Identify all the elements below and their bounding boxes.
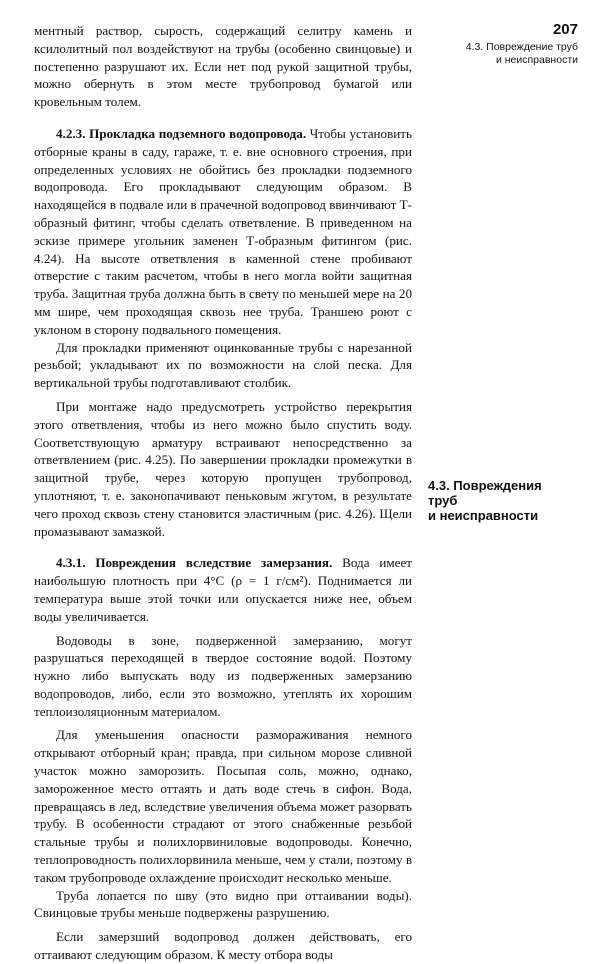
margin-heading-line: и неисправности (428, 508, 539, 523)
section-heading: 4.2.3. Прокладка подземного водопровода. (56, 125, 307, 141)
running-head (428, 41, 578, 67)
page-number: 207 (552, 21, 578, 38)
running-head-line: и неисправности (495, 54, 578, 66)
paragraph: Для прокладки применяют оцинкованные трубы с нарезанной резьбой; укладывают их по возможности на слой песка. Для вертикальной трубы подготавливают столбик. (34, 339, 412, 391)
paragraph-text: Вода имеет наибольшую плотность при 4°C (ρ = 1 г/см²). Поднимается ли температура выше этой точки или опускается ниже нее, объем воды увеличивается. (34, 555, 412, 624)
paragraph: Водоводы в зоне, подверженной замерзанию, могут разрушаться переходящей в твердое состояние водой. Поэтому нужно либо выпускать воду из подверженных замерзанию водопроводов, либо, если это возможно, утеплять их хорошим теплоизоляционным материалом. (34, 632, 412, 719)
paragraph: Для уменьшения опасности размораживания немного открывают отборный кран; правда, при сильном морозе сливной участок можно заморозить. Посыпая соль, можно, однако, замороженное место оттаять и дать воде стечь в сифон. Вода, превращаясь в лед, вследствие увеличения объема может разорвать трубу. В особенности страдают от этого снабженные резьбой стальные трубы и полихлорвиниловые водопроводы. Конечно, теплопроводность полихлорвинила меньше, чем у стали, поэтому в таком трубопроводе охлаждение происходит несколько меньше. (34, 727, 412, 885)
section-paragraph (34, 125, 412, 339)
margin-heading (428, 478, 578, 523)
running-head-line: 4.3. Повреждение труб (465, 41, 578, 53)
section-paragraph (34, 554, 412, 625)
main-text-column (34, 22, 412, 964)
margin-heading-line: труб (428, 493, 458, 508)
section-heading: 4.3.1. Повреждения вследствие замерзания. (56, 555, 333, 571)
paragraph-text: Чтобы установить отборные краны в саду, гараже, т. е. вне основного строения, при определенных условиях не обойтись без прокладки подземного водопровода. Его прокладывают следующим образом. В находящейся в подвале или в прачечной водопровод ввинчивают Т-образный фитинг, чтобы сделать ответвление. В приведенном на эскизе примере угольник заменен Т-образным фитингом (рис. 4.24). На высоте ответвления в каменной стене пробивают отверстие с таким расчетом, чтобы в него могла войти защитная труба. Защитная труба должна быть в свету по меньшей мере на 20 мм шире, чем проходящая сквозь нее труба. Траншею роют с уклоном в сторону подвального помещения. (34, 125, 412, 337)
paragraph: ментный раствор, сырость, содержащий селитру камень и ксилолитный пол воздействуют на трубы (особенно свинцовые) и постепенно разрушают их. Если нет под рукой защитной трубы, можно обернуть в этом месте трубопровод бумагой или кровельным толем. (34, 23, 412, 110)
margin-heading-line: 4.3. Повреждения (428, 478, 542, 493)
paragraph: Труба лопается по шву (это видно при оттаивании воды). Свинцовые трубы меньше подвержены разрушению. (34, 887, 412, 921)
paragraph: Если замерзший водопровод должен действовать, его оттаивают следующим образом. К месту отбора воды (34, 929, 412, 963)
paragraph: При монтаже надо предусмотреть устройство перекрытия этого ответвления, чтобы из него можно было спустить воду. Соответствующую арматуру встраивают непосредственно за ответвлением (рис. 4.25). По завершении прокладки промежутки в защитной трубе, через которую пропущен трубопровод, уплотняют, т. е. законопачивают пеньковым жгутом, в результате чего проход сквозь стену становится эластичным (рис. 4.26). Щели промазывают замазкой. (34, 398, 412, 539)
